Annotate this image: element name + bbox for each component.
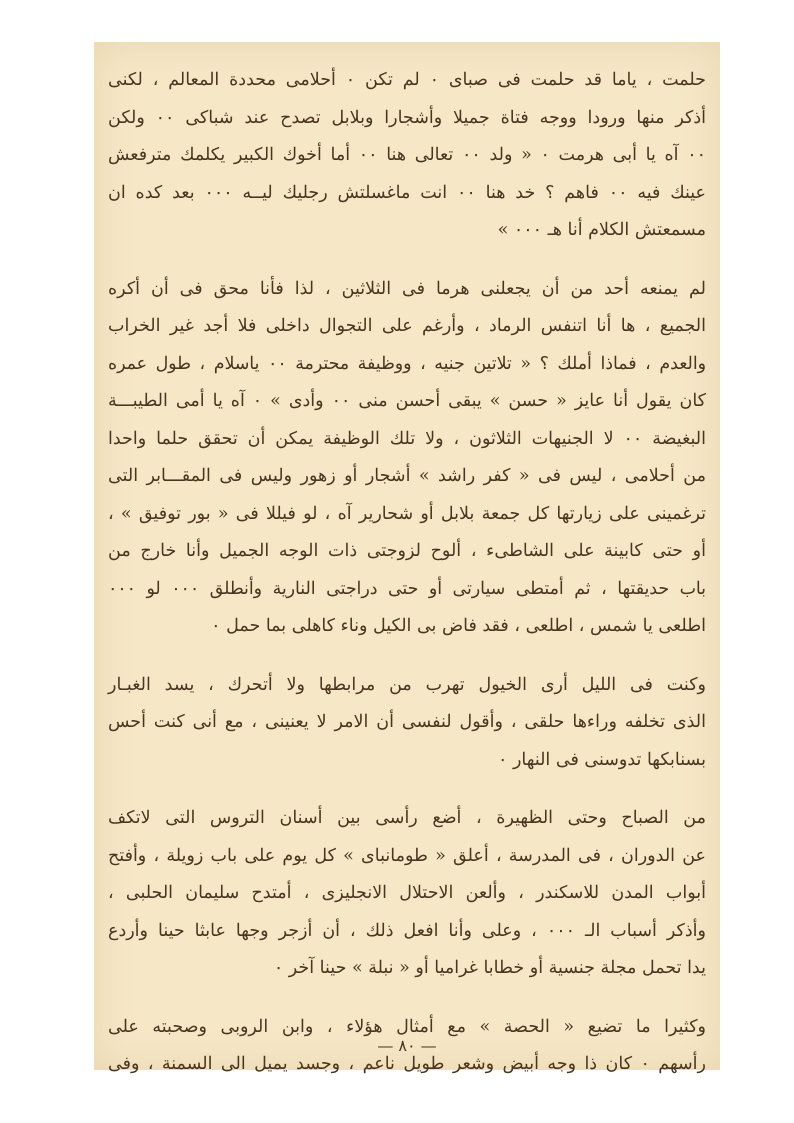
text-line: بسنابكها تدوسنى فى النهار ٠ xyxy=(498,749,706,770)
book-page xyxy=(94,42,720,1074)
text-line: حلمت ، ياما قد حلمت فى صباى ٠ لم تكن ٠ أحلامى محددة المعالم ، لكنى xyxy=(108,70,706,90)
text-line: رأسهم ٠ كان ذا وجه أبيض وشعر طويل ناعم ، وجسد يميل الى السمنة ، وفى xyxy=(108,1054,706,1074)
paragraph xyxy=(108,800,706,988)
text-line: من أحلامى ، ليس فى « كفر راشد » أشجار أو زهور وليس فى المقـــابر التى xyxy=(108,466,706,486)
text-line: البغيضة ٠٠ لا الجنيهات الثلاثون ، ولا تلك الوظيفة يمكن أن تحقق حلما واحدا xyxy=(108,428,706,449)
text-line: وأذكر أسباب الـ ٠٠٠ ، وعلى وأنا افعل ذلك ، أن أزجر وجها عابثا حينا وأردع xyxy=(108,920,706,941)
text-line: يدا تحمل مجلة جنسية أو خطابا غراميا أو « نبلة » حينا آخر ٠ xyxy=(273,958,706,978)
text-line: لم يمنعه أحد من أن يجعلنى هرما فى الثلاثين ، لذا فأنا محق فى أن أكره xyxy=(108,278,706,299)
text-line: ٠٠ آه يا أبى هرمت ٠ « ولد ٠٠ تعالى هنا ٠٠ أما أخوك الكبير يكلمك مترفعش xyxy=(108,145,706,165)
text-line: عن الدوران ، فى المدرسة ، أعلق « طومانباى » كل يوم على باب زويلة ، وأفتح xyxy=(108,845,706,866)
text-line: الذى تخلفه وراءها حلقى ، وأقول لنفسى أن الامر لا يعنينى ، مع أنى كنت أحس xyxy=(108,712,706,732)
page-number: — ٨٠ — xyxy=(377,1036,437,1055)
body-text xyxy=(108,62,706,1105)
text-line: باب حديقتها ، ثم أمتطى سيارتى أو حتى دراجتى النارية وأنطلق ٠٠٠ لو ٠٠٠ xyxy=(108,578,706,599)
text-line: ترغمينى على زيارتها كل جمعة بلابل أو شحارير آه ، لو فيللا فى « بور توفيق » ، xyxy=(108,503,706,524)
text-line: وكثيرا ما تضيع « الحصة » مع أمثال هؤلاء ، وابن الروبى وصحبته على xyxy=(108,1016,706,1037)
text-line: كان يقول أنا عايز « حسن » يبقى أحسن منى ٠٠ وأدى » ٠ آه يا أمى الطيبـــة xyxy=(108,391,706,411)
text-line: عينك فيه ٠٠ فاهم ؟ خد هنا ٠٠ انت ماغسلتش رجليك ليــه ٠٠٠ بعد كده ان xyxy=(108,182,706,203)
text-line: اطلعى يا شمس ، اطلعى ، فقد فاض بى الكيل وناء كاهلى بما حمل ٠ xyxy=(211,616,706,636)
text-line: مسمعتش الكلام أنا هـ ٠٠٠ » xyxy=(497,220,706,240)
text-line: أذكر منها ورودا ووجه فتاة جميلا وأشجارا وبلابل تصدح عند شباكى ٠٠ ولكن xyxy=(108,107,706,128)
paragraph xyxy=(108,667,706,780)
paragraph xyxy=(108,62,706,250)
text-line: من الصباح وحتى الظهيرة ، أضع رأسى بين أسنان التروس التى لاتكف xyxy=(108,808,706,828)
text-line: وكنت فى الليل أرى الخيول تهرب من مرابطها ولا أتحرك ، يسد الغبـار xyxy=(108,674,706,695)
text-line: والعدم ، فماذا أملك ؟ « تلاتين جنيه ، ووظيفة محترمة ٠٠ ياسلام ، طول عمره xyxy=(108,353,706,374)
text-line: أو حتى كابينة على الشاطىء ، ألوح لزوجتى ذات الوجه الجميل وأنا خارج من xyxy=(108,541,706,561)
paragraph xyxy=(108,271,706,646)
text-line: الجميع ، ها أنا اتنفس الرماد ، وأرغم على التجوال داخلى فلا أجد غير الخراب xyxy=(108,316,706,336)
text-line: أبواب المدن للاسكندر ، وألعن الاحتلال الانجليزى ، أمتدح سليمان الحلبى ، xyxy=(108,883,706,903)
